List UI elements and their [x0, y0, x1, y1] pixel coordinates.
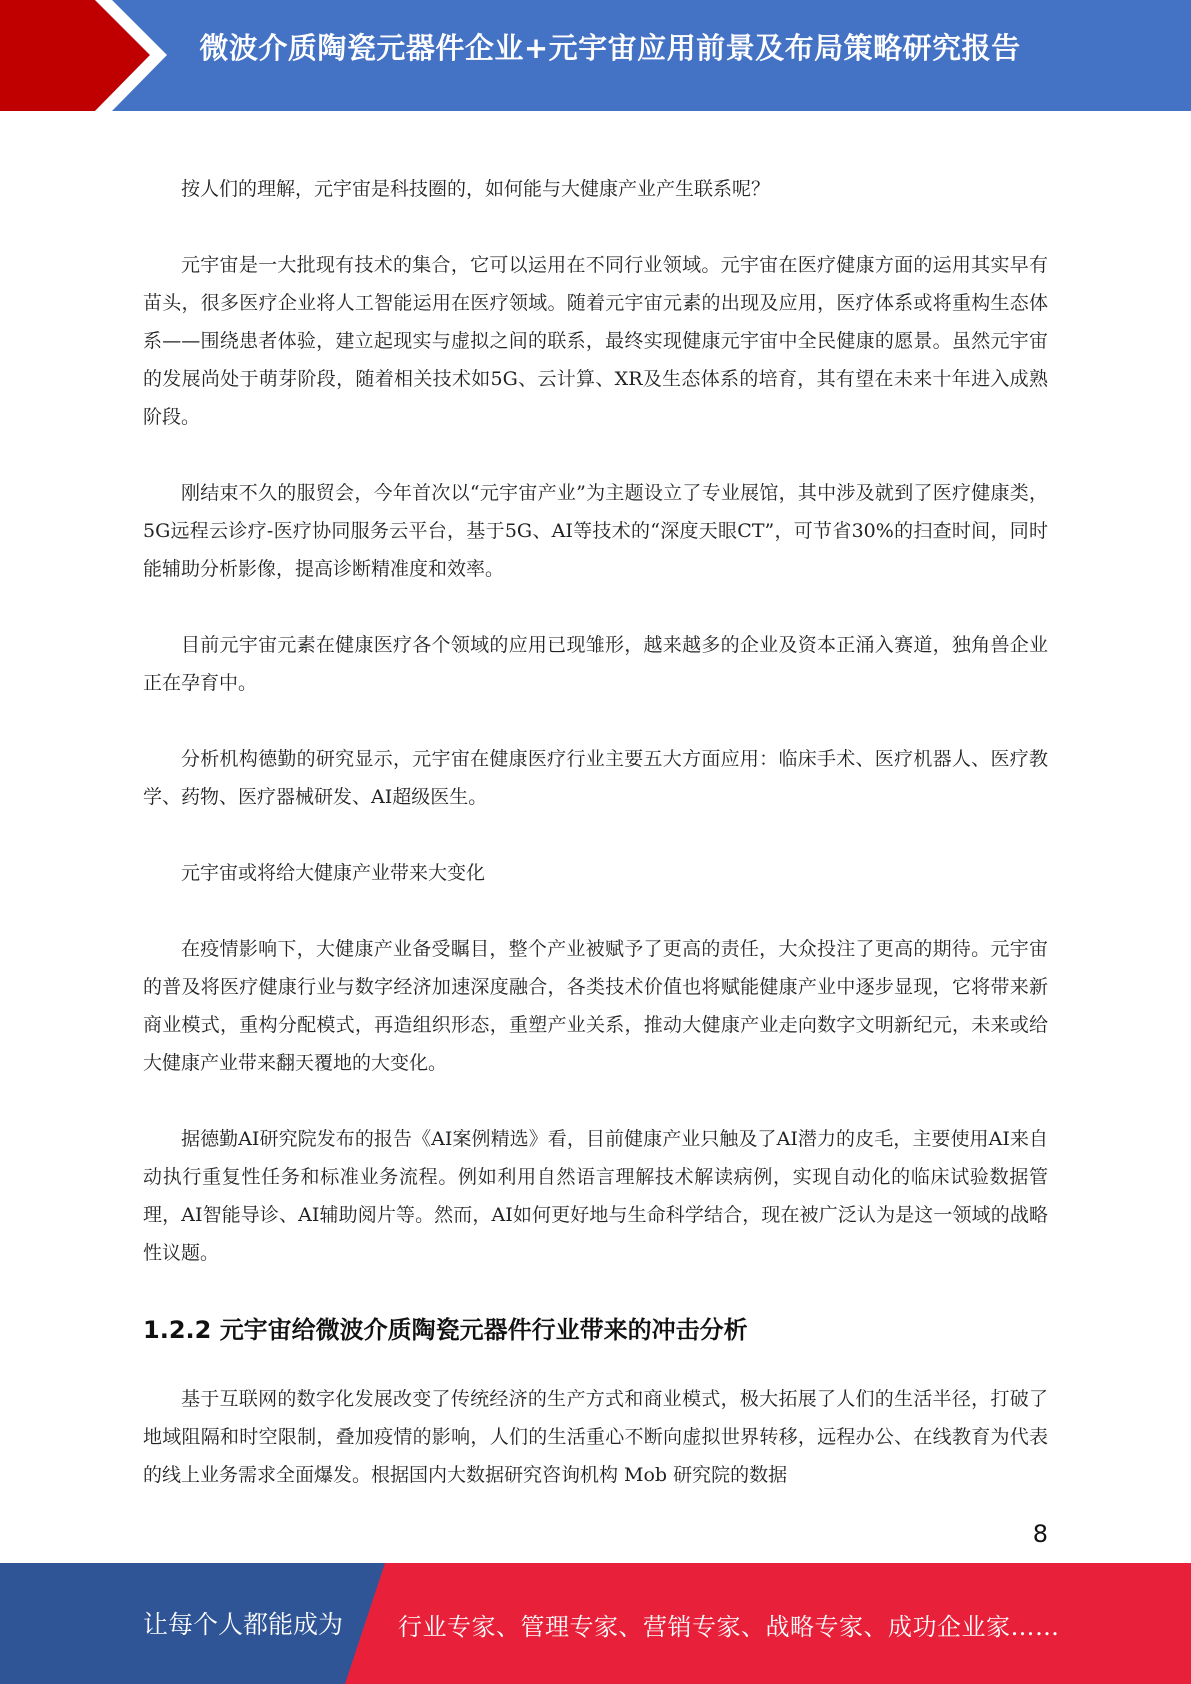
paragraph: 分析机构德勤的研究显示，元宇宙在健康医疗行业主要五大方面应用：临床手术、医疗机器人、医疗教学、药物、医疗器械研发、AI超级医生。 — [143, 748, 1048, 808]
page-footer — [0, 1563, 1191, 1684]
report-title: 微波介质陶瓷元器件企业+元宇宙应用前景及布局策略研究报告 — [199, 31, 1021, 65]
paragraph: 目前元宇宙元素在健康医疗各个领域的应用已现雏形，越来越多的企业及资本正涌入赛道，独角兽企业正在孕育中。 — [143, 634, 1048, 694]
paragraph: 按人们的理解，元宇宙是科技圈的，如何能与大健康产业产生联系呢？ — [181, 178, 771, 200]
paragraph: 刚结束不久的服贸会，今年首次以“元宇宙产业”为主题设立了专业展馆，其中涉及就到了医疗健康类，5G远程云诊疗-医疗协同服务云平台，基于5G、AI等技术的“深度天眼CT”，可节省30%的扫查时间，同时能辅助分析影像，提高诊断精准度和效率。 — [143, 482, 1048, 580]
section-heading: 1.2.2 元宇宙给微波介质陶瓷元器件行业带来的冲击分析 — [143, 1316, 748, 1344]
document-body — [143, 170, 1048, 1532]
footer-slogan-right: 行业专家、管理专家、营销专家、战略专家、成功企业家…… — [398, 1613, 1060, 1641]
page-number: 8 — [1032, 1520, 1048, 1548]
footer-slogan-left: 让每个人都能成为 — [143, 1610, 344, 1639]
paragraph: 元宇宙是一大批现有技术的集合，它可以运用在不同行业领域。元宇宙在医疗健康方面的运用其实早有苗头，很多医疗企业将人工智能运用在医疗领域。随着元宇宙元素的出现及应用，医疗体系或将重构生态体系——围绕患者体验，建立起现实与虚拟之间的联系，最终实现健康元宇宙中全民健康的愿景。虽然元宇宙的发展尚处于萌芽阶段，随着相关技术如5G、云计算、XR及生态体系的培育，其有望在未来十年进入成熟阶段。 — [143, 254, 1048, 428]
paragraph: 在疫情影响下，大健康产业备受瞩目，整个产业被赋予了更高的责任，大众投注了更高的期待。元宇宙的普及将医疗健康行业与数字经济加速深度融合，各类技术价值也将赋能健康产业中逐步显现，它将带来新商业模式，重构分配模式，再造组织形态，重塑产业关系，推动大健康产业走向数字文明新纪元，未来或给大健康产业带来翻天覆地的大变化。 — [143, 938, 1048, 1074]
page-header — [0, 0, 1191, 111]
paragraph: 基于互联网的数字化发展改变了传统经济的生产方式和商业模式，极大拓展了人们的生活半径，打破了地域阻隔和时空限制，叠加疫情的影响，人们的生活重心不断向虚拟世界转移，远程办公、在线教育为代表的线上业务需求全面爆发。根据国内大数据研究咨询机构 Mob 研究院的数据 — [143, 1388, 1048, 1486]
paragraph-subheading: 元宇宙或将给大健康产业带来大变化 — [181, 862, 486, 884]
paragraph: 据德勤AI研究院发布的报告《AI案例精选》看，目前健康产业只触及了AI潜力的皮毛，主要使用AI来自动执行重复性任务和标准业务流程。例如利用自然语言理解技术解读病例，实现自动化的临床试验数据管理，AI智能导诊、AI辅助阅片等。然而，AI如何更好地与生命科学结合，现在被广泛认为是这一领域的战略性议题。 — [143, 1128, 1048, 1264]
